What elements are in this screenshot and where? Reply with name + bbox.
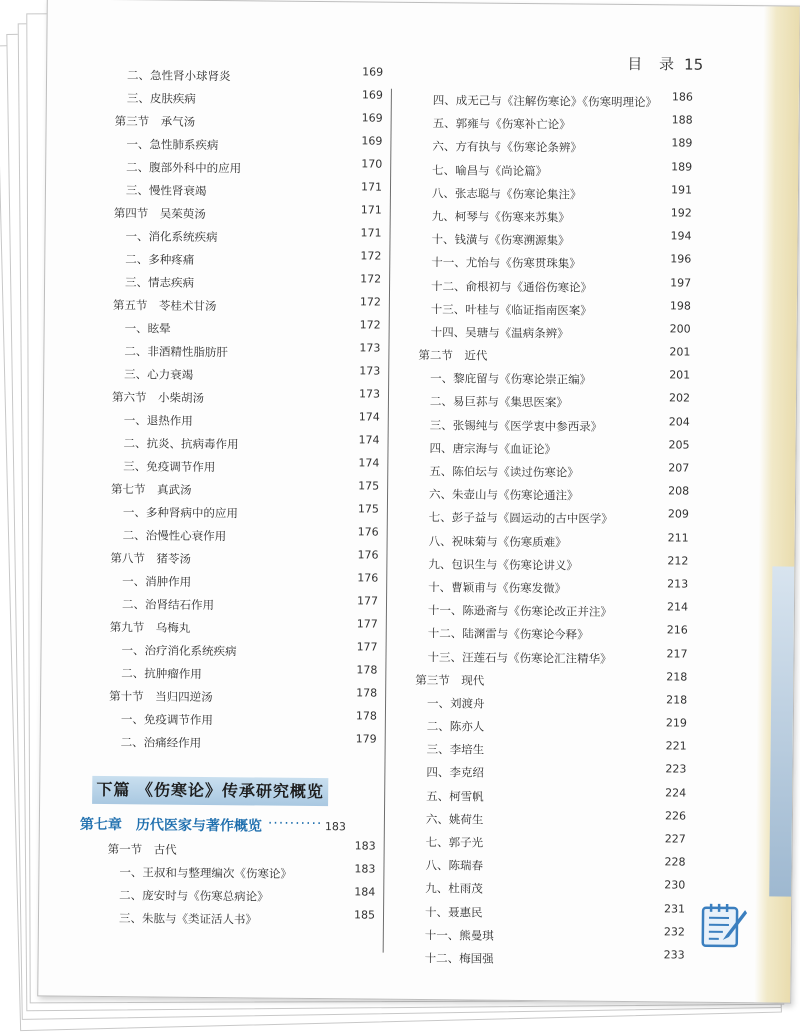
toc-entry[interactable] — [402, 182, 692, 208]
toc-entry-title: 十一、尤怡与《伤寒贯珠集》 — [431, 255, 581, 271]
toc-entry-page: 183 — [354, 862, 376, 876]
toc-entry-page: 173 — [358, 387, 381, 401]
toc-entry[interactable] — [401, 228, 691, 254]
toc-entry-title: 三、张锡纯与《医学衷中参西录》 — [429, 417, 603, 434]
toc-entry[interactable] — [398, 576, 688, 602]
toc-entry[interactable] — [397, 715, 687, 741]
toc-entry[interactable] — [93, 432, 379, 458]
toc-entry[interactable] — [395, 854, 685, 880]
toc-entry-title: 十三、叶桂与《临证指南医案》 — [430, 301, 592, 318]
toc-entry[interactable] — [402, 158, 692, 184]
toc-entry-title: 十一、陈逊斋与《伤寒论改正并注》 — [427, 603, 613, 619]
toc-entry[interactable] — [403, 112, 693, 138]
toc-entry-title: 五、柯雪帆 — [426, 788, 484, 804]
toc-entry[interactable] — [94, 409, 380, 435]
toc-entry[interactable] — [400, 367, 690, 393]
toc-entry[interactable] — [95, 317, 381, 343]
toc-entry-page: 176 — [357, 525, 379, 539]
toc-entry-page: 191 — [670, 183, 693, 197]
toc-entry-page: 205 — [668, 438, 690, 452]
toc-entry-title: 一、急性肺系疾病 — [126, 137, 219, 153]
toc-entry-page: 232 — [663, 925, 685, 939]
toc-entry-title: 十、聂惠民 — [424, 904, 483, 920]
toc-section-entry[interactable] — [92, 547, 378, 573]
toc-section-entry[interactable] — [94, 386, 380, 412]
toc-entry[interactable] — [402, 205, 692, 231]
toc-entry-page: 233 — [663, 948, 685, 962]
toc-entry-title: 十三、汪莲石与《伤寒论汇注精华》 — [427, 649, 612, 666]
toc-entry-page: 189 — [671, 136, 693, 150]
toc-entry-page: 208 — [668, 484, 690, 498]
toc-left-column-lower — [89, 838, 376, 933]
toc-entry-page: 184 — [354, 885, 376, 899]
toc-entry-page: 197 — [670, 275, 692, 290]
toc-entry-page: 224 — [665, 786, 687, 800]
toc-entry-page: 169 — [361, 111, 383, 125]
toc-entry[interactable] — [399, 483, 689, 509]
toc-entry-page: 172 — [359, 318, 381, 332]
toc-entry-title: 一、退热作用 — [123, 413, 193, 428]
header-label: 目 录 — [627, 54, 681, 74]
toc-entry-title: 十、曹颖甫与《伤寒发微》 — [428, 580, 567, 596]
toc-entry-title: 五、陈伯坛与《读过伤寒论》 — [429, 464, 579, 480]
toc-entry-page: 192 — [670, 206, 692, 220]
toc-entry[interactable] — [400, 413, 690, 439]
toc-entry-page: 175 — [358, 479, 380, 493]
toc-entry-title: 三、心力衰竭 — [124, 367, 194, 382]
toc-entry[interactable] — [95, 271, 381, 297]
toc-entry-title: 一、王叔和与整理编次《伤寒论》 — [119, 865, 292, 881]
toc-entry-title: 第一节 古代 — [107, 842, 177, 857]
toc-entry-title: 二、多种疼痛 — [125, 252, 195, 267]
toc-entry[interactable] — [96, 156, 382, 182]
toc-section-entry[interactable] — [96, 202, 382, 228]
toc-entry-page: 177 — [356, 617, 378, 631]
toc-entry-title: 一、多种肾病中的应用 — [122, 505, 238, 521]
toc-entry[interactable] — [89, 861, 375, 887]
toc-entry-page: 174 — [358, 456, 380, 470]
toc-entry-title: 一、消化系统疾病 — [125, 229, 218, 245]
toc-entry[interactable] — [403, 89, 693, 115]
book-edge-blue — [769, 566, 794, 896]
toc-section-entry[interactable] — [397, 668, 687, 694]
toc-entry-page: 216 — [666, 623, 688, 637]
toc-entry-title: 第七节 真武汤 — [111, 482, 192, 497]
part-banner-title: 下篇 《伤寒论》传承研究概览 — [96, 779, 325, 802]
toc-entry-page: 202 — [668, 391, 691, 406]
toc-entry-page: 176 — [357, 548, 379, 562]
toc-entry[interactable] — [93, 501, 379, 527]
toc-entry-title: 六、姚荷生 — [425, 811, 484, 827]
toc-entry-title: 七、郭子光 — [425, 835, 484, 850]
toc-section-entry[interactable] — [90, 838, 376, 864]
toc-entry[interactable] — [395, 900, 685, 926]
toc-entry-page: 188 — [671, 113, 693, 127]
toc-entry-title: 第六节 小柴胡汤 — [111, 390, 205, 405]
toc-entry-page: 178 — [356, 686, 378, 700]
toc-entry-title: 九、包识生与《伤寒论讲义》 — [428, 556, 578, 573]
toc-entry[interactable] — [97, 64, 383, 90]
toc-entry[interactable] — [399, 506, 689, 532]
toc-entry[interactable] — [95, 225, 381, 251]
toc-entry-page: 171 — [360, 203, 382, 217]
toc-entry-title: 二、抗肿瘤作用 — [121, 666, 202, 681]
toc-entry-page: 171 — [360, 226, 382, 240]
header-page-number: 15 — [684, 55, 704, 74]
chapter-heading[interactable] — [80, 812, 346, 841]
toc-entry-page: 169 — [361, 134, 383, 148]
toc-entry-title: 二、腹部外科中的应用 — [126, 160, 242, 176]
toc-entry-title: 十一、熊曼琪 — [424, 927, 494, 943]
toc-entry-title: 一、消肿作用 — [122, 574, 192, 589]
toc-entry-title: 七、彭子益与《圆运动的古中医学》 — [428, 510, 613, 527]
toc-entry-page: 227 — [664, 832, 686, 846]
toc-entry-page: 217 — [666, 646, 688, 661]
toc-entry[interactable] — [89, 907, 375, 933]
toc-entry-page: 185 — [353, 908, 376, 922]
toc-entry-page: 218 — [666, 693, 688, 707]
toc-entry-title: 四、李克绍 — [426, 765, 484, 781]
toc-entry-title: 十二、俞根初与《通俗伤寒论》 — [431, 278, 593, 295]
toc-entry[interactable] — [91, 662, 377, 688]
toc-entry-title: 第四节 吴茱萸汤 — [113, 206, 206, 221]
toc-entry-title: 二、庞安时与《伤寒总病论》 — [119, 888, 269, 904]
toc-entry-title: 二、抗炎、抗病毒作用 — [123, 436, 239, 452]
toc-entry-title: 第九节 乌梅丸 — [109, 620, 191, 635]
toc-entry-title: 八、祝味菊与《伤寒质难》 — [428, 533, 567, 549]
toc-page — [37, 0, 800, 1004]
toc-section-entry[interactable] — [91, 685, 377, 711]
toc-entry-page: 201 — [669, 345, 691, 359]
toc-entry-title: 二、易巨荪与《集思医案》 — [429, 394, 569, 410]
column-divider — [383, 89, 392, 953]
toc-entry-title: 三、李培生 — [426, 742, 485, 757]
toc-entry[interactable] — [91, 639, 377, 665]
toc-entry[interactable] — [401, 251, 691, 277]
toc-entry[interactable] — [94, 340, 380, 366]
toc-entry[interactable] — [394, 947, 684, 973]
toc-entry[interactable] — [399, 460, 689, 486]
toc-entry[interactable] — [397, 738, 687, 764]
toc-entry-title: 八、陈瑞春 — [425, 858, 484, 873]
toc-entry[interactable] — [400, 390, 690, 416]
toc-entry-title: 十二、梅国强 — [424, 951, 494, 966]
toc-entry-page: 212 — [667, 554, 689, 568]
toc-right-column — [394, 89, 692, 973]
page-header — [627, 53, 703, 75]
toc-entry-page: 194 — [670, 229, 692, 243]
toc-entry[interactable] — [402, 135, 692, 161]
toc-entry-page: 177 — [356, 640, 378, 654]
toc-entry[interactable] — [92, 570, 378, 596]
chapter-leader-dots: ·········· — [267, 815, 323, 833]
toc-entry-title: 九、杜雨茂 — [425, 881, 483, 897]
toc-entry[interactable] — [96, 133, 382, 159]
toc-entry[interactable] — [397, 645, 687, 671]
toc-entry-page: 178 — [356, 663, 378, 677]
toc-entry-title: 第三节 现代 — [415, 672, 485, 688]
toc-entry[interactable] — [401, 321, 691, 347]
toc-entry-page: 183 — [354, 839, 376, 853]
toc-entry-page: 173 — [359, 364, 381, 378]
toc-entry-page: 173 — [359, 341, 381, 355]
toc-entry-page: 169 — [361, 88, 383, 102]
toc-entry-page: 171 — [360, 180, 383, 194]
toc-entry[interactable] — [95, 248, 381, 274]
toc-entry-title: 三、慢性肾衰竭 — [125, 183, 207, 198]
toc-entry[interactable] — [396, 784, 686, 810]
toc-entry-page: 176 — [357, 571, 379, 585]
toc-entry[interactable] — [397, 692, 687, 718]
toc-entry-page: 226 — [664, 809, 687, 823]
toc-entry[interactable] — [396, 808, 686, 834]
toc-entry-title: 十二、陆渊雷与《伤寒论今释》 — [427, 626, 589, 642]
toc-section-entry[interactable] — [92, 616, 378, 642]
toc-left-column — [91, 64, 384, 757]
toc-entry-page: 204 — [668, 415, 690, 429]
toc-entry-title: 二、急性肾小球肾炎 — [127, 68, 231, 84]
part-banner — [92, 776, 328, 806]
toc-entry-page: 231 — [664, 901, 686, 916]
toc-entry[interactable] — [396, 761, 686, 787]
toc-entry-title: 二、陈亦人 — [426, 719, 485, 734]
toc-entry-page: 174 — [358, 433, 380, 447]
toc-entry-page: 214 — [666, 600, 689, 614]
toc-entry[interactable] — [395, 924, 685, 950]
toc-entry-title: 第二节 近代 — [418, 348, 488, 363]
toc-entry-title: 五、郭雍与《伤寒补亡论》 — [432, 116, 571, 132]
notepad-pencil-icon — [699, 900, 749, 950]
toc-entry-title: 八、张志聪与《伤寒论集注》 — [431, 185, 582, 202]
toc-entry-page: 175 — [357, 502, 379, 516]
toc-entry-title: 第五节 苓桂术甘汤 — [112, 298, 217, 314]
toc-entry[interactable] — [96, 179, 382, 205]
toc-entry[interactable] — [401, 274, 691, 300]
toc-section-entry[interactable] — [93, 478, 379, 504]
toc-entry-title: 二、非酒精性脂肪肝 — [124, 344, 228, 360]
toc-entry-title: 十四、吴瑭与《温病条辨》 — [430, 324, 569, 341]
toc-entry-page: 172 — [360, 272, 382, 286]
toc-entry-page: 207 — [668, 461, 690, 475]
chapter-title: 第七章 历代医家与著作概览 — [79, 816, 262, 835]
toc-entry-page: 169 — [362, 65, 384, 79]
toc-entry-page: 219 — [665, 716, 687, 730]
toc-entry-title: 六、方有执与《伤寒论条辨》 — [432, 139, 582, 155]
toc-entry-page: 198 — [669, 299, 691, 313]
toc-entry-title: 六、朱壶山与《伤寒论通注》 — [428, 487, 579, 503]
toc-entry-title: 二、治痛经作用 — [120, 735, 202, 750]
toc-section-entry[interactable] — [97, 110, 383, 136]
toc-entry-title: 第八节 猪苓汤 — [110, 551, 192, 566]
toc-entry-title: 三、免疫调节作用 — [123, 459, 216, 475]
toc-entry-page: 221 — [665, 739, 687, 753]
toc-entry-page: 196 — [670, 252, 692, 266]
toc-entry[interactable] — [398, 622, 688, 648]
toc-entry-title: 一、黎庇留与《伤寒论崇正编》 — [430, 371, 592, 387]
toc-entry[interactable] — [396, 831, 686, 857]
toc-entry[interactable] — [97, 87, 383, 113]
toc-entry-page: 209 — [667, 507, 689, 521]
toc-entry-title: 四、唐宗海与《血证论》 — [429, 440, 557, 457]
toc-entry-title: 第三节 承气汤 — [114, 114, 196, 129]
toc-entry-page: 218 — [666, 670, 688, 684]
chapter-page: 183 — [324, 820, 346, 834]
toc-entry-title: 二、治肾结石作用 — [121, 597, 215, 613]
toc-entry-title: 三、情志疾病 — [125, 275, 195, 290]
toc-entry-page: 228 — [664, 855, 686, 869]
toc-entry-page: 172 — [360, 249, 382, 263]
toc-entry-page: 186 — [671, 90, 693, 104]
toc-entry[interactable] — [93, 455, 379, 481]
toc-entry[interactable] — [398, 553, 688, 579]
toc-entry[interactable] — [401, 298, 691, 324]
toc-entry-title: 一、治疗消化系统疾病 — [121, 643, 237, 659]
toc-section-entry[interactable] — [95, 294, 381, 320]
toc-entry-title: 三、皮肤疾病 — [126, 91, 196, 106]
toc-entry[interactable] — [399, 437, 689, 463]
toc-entry-page: 174 — [358, 410, 380, 424]
toc-entry-title: 三、朱肱与《类证活人书》 — [118, 911, 258, 927]
toc-entry-title: 九、柯琴与《伤寒来苏集》 — [431, 209, 570, 225]
toc-entry-page: 178 — [355, 709, 377, 723]
toc-entry-title: 一、刘渡舟 — [426, 695, 485, 711]
toc-entry[interactable] — [93, 524, 379, 550]
toc-entry-title: 第十节 当归四逆汤 — [109, 689, 213, 705]
toc-entry-page: 211 — [667, 530, 689, 545]
toc-entry-page: 179 — [355, 732, 377, 746]
toc-entry-page: 223 — [665, 762, 687, 777]
book-edge-strip — [754, 6, 800, 1002]
toc-entry[interactable] — [91, 731, 377, 757]
toc-entry[interactable] — [395, 877, 685, 903]
toc-entry[interactable] — [89, 884, 375, 910]
toc-entry-page: 177 — [356, 594, 379, 608]
toc-entry[interactable] — [398, 599, 688, 625]
toc-section-entry[interactable] — [400, 344, 690, 370]
toc-entry[interactable] — [92, 593, 378, 619]
toc-entry-title: 一、免疫调节作用 — [120, 712, 213, 728]
toc-entry-title: 一、眩晕 — [124, 321, 171, 336]
toc-entry-page: 201 — [669, 368, 691, 382]
toc-entry-title: 十、钱潢与《伤寒溯源集》 — [431, 232, 570, 248]
toc-entry-title: 四、成无己与《注解伤寒论》《伤寒明理论》 — [432, 93, 658, 110]
toc-entry-page: 230 — [664, 878, 686, 892]
toc-entry-title: 七、喻昌与《尚论篇》 — [432, 162, 548, 178]
toc-entry[interactable] — [91, 708, 377, 734]
toc-entry-title: 二、治慢性心衰作用 — [122, 528, 227, 544]
toc-entry-page: 170 — [361, 157, 383, 171]
toc-entry-page: 172 — [359, 295, 381, 309]
toc-entry[interactable] — [94, 363, 380, 389]
toc-entry-page: 200 — [669, 322, 691, 336]
toc-entry-page: 189 — [671, 159, 693, 174]
toc-entry-page: 213 — [667, 577, 689, 591]
toc-entry[interactable] — [399, 529, 689, 555]
